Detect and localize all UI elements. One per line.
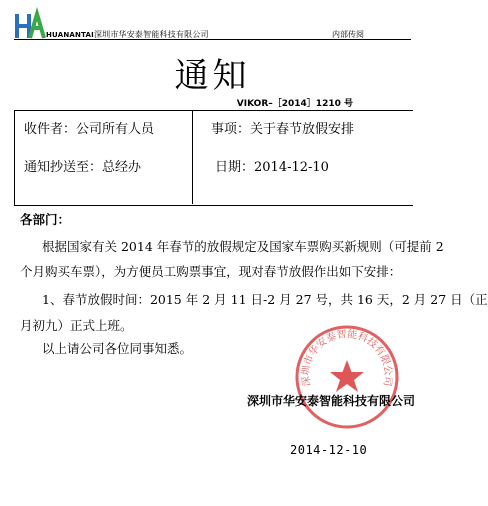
paragraph-1-line-1: 根据国家有关 2014 年春节的放假规定及国家车票购买新规则（可提前 2 xyxy=(42,239,444,254)
signature-date: 2014-12-10 xyxy=(290,443,368,457)
paragraph-1-line-2: 个月购买车票），为方便员工购票事宜，现对春节放假作出如下安排： xyxy=(20,264,402,279)
recipients-cell: 收件者：公司所有人员 xyxy=(24,122,155,137)
subject-cell: 事项：关于春节放假安排 xyxy=(211,122,355,137)
document-number: VIKOR–［2014］1210 号 xyxy=(236,99,353,109)
cc-cell: 通知抄送至：总经办 xyxy=(24,160,142,175)
company-name-en: HUANANTAI xyxy=(46,31,94,39)
official-seal xyxy=(292,322,402,432)
greeting: 各部门： xyxy=(20,212,71,227)
signature-company: 深圳市华安泰智能科技有限公司 xyxy=(247,394,416,408)
company-logo xyxy=(14,12,46,40)
seal-text: 深圳市华安泰智能科技有限公司 xyxy=(300,329,394,387)
paragraph-3: 以上请公司各位同事知悉。 xyxy=(42,341,193,356)
date-cell: 日期：2014-12-10 xyxy=(215,160,329,175)
notice-title: 通知 xyxy=(174,56,251,96)
paragraph-2-line-1: 1、春节放假时间：2015 年 2 月 11 日-2 月 27 号，共 16 天，2 月 27 日（正 xyxy=(42,292,488,307)
company-name-cn: 深圳市华安泰智能科技有限公司 xyxy=(93,30,209,39)
info-table-divider xyxy=(192,110,193,204)
internal-circulation-label: 内部传阅 xyxy=(332,30,364,39)
header-divider xyxy=(14,39,411,40)
paragraph-2-line-2: 月初九）正式上班。 xyxy=(20,318,133,333)
